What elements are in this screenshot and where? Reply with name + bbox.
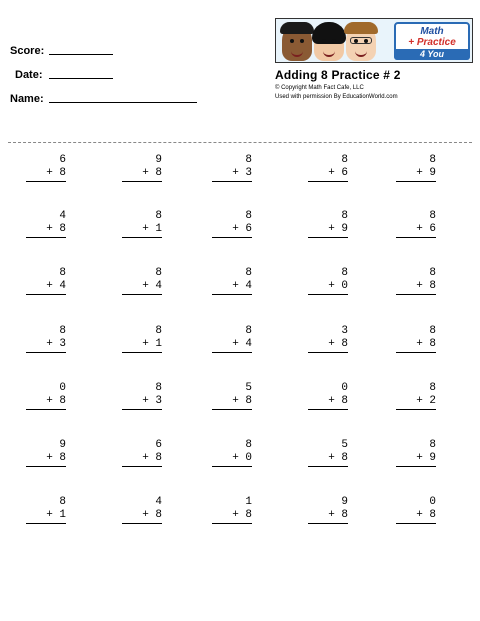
problem-bottom-number: + 8	[396, 280, 436, 295]
problem-bottom-number: + 8	[308, 509, 348, 524]
addition-problem	[122, 496, 162, 524]
problem-bottom-number: + 8	[212, 509, 252, 524]
problem-bottom-number: + 8	[26, 223, 66, 238]
problem-top-number: 0	[341, 382, 348, 394]
problem-top-number: 8	[429, 154, 436, 166]
addition-problem	[308, 496, 348, 524]
problem-top-number: 8	[155, 210, 162, 222]
logo-line1: Math	[420, 26, 444, 37]
problem-bottom-number: + 8	[122, 452, 162, 467]
problem-bottom-number: + 8	[26, 395, 66, 410]
problem-top-number: 9	[341, 496, 348, 508]
addition-problem	[308, 154, 348, 182]
problem-top-number: 8	[59, 267, 66, 279]
problem-bottom-number: + 6	[308, 167, 348, 182]
addition-problem	[396, 210, 436, 238]
addition-problem	[396, 439, 436, 467]
problem-bottom-number: + 1	[122, 223, 162, 238]
logo-line3: 4 You	[394, 49, 470, 60]
problem-top-number: 8	[429, 325, 436, 337]
addition-problem	[212, 210, 252, 238]
problem-top-number: 6	[155, 439, 162, 451]
math-practice-logo	[275, 18, 473, 63]
addition-problem	[26, 439, 66, 467]
problem-top-number: 8	[155, 382, 162, 394]
problem-bottom-number: + 8	[122, 167, 162, 182]
logo-badge	[394, 22, 470, 60]
problem-top-number: 8	[429, 267, 436, 279]
problem-bottom-number: + 8	[308, 395, 348, 410]
problem-bottom-number: + 4	[122, 280, 162, 295]
problem-bottom-number: + 4	[212, 280, 252, 295]
score-label: Score:	[10, 45, 45, 57]
addition-problem	[212, 325, 252, 353]
problem-top-number: 8	[245, 154, 252, 166]
problem-top-number: 8	[341, 267, 348, 279]
girl-face-icon	[314, 25, 344, 61]
problem-top-number: 8	[341, 210, 348, 222]
addition-problem	[212, 267, 252, 295]
addition-problem	[122, 210, 162, 238]
addition-problem	[308, 439, 348, 467]
addition-problem	[26, 267, 66, 295]
header-divider	[8, 142, 472, 143]
addition-problem	[396, 325, 436, 353]
boy-face-icon	[282, 25, 312, 61]
problem-top-number: 4	[59, 210, 66, 222]
problem-bottom-number: + 9	[308, 223, 348, 238]
boy-glasses-face-icon	[346, 25, 376, 61]
problem-bottom-number: + 9	[396, 452, 436, 467]
addition-problem	[212, 382, 252, 410]
problem-bottom-number: + 0	[212, 452, 252, 467]
problem-top-number: 8	[429, 439, 436, 451]
problem-bottom-number: + 8	[26, 452, 66, 467]
problem-top-number: 8	[59, 496, 66, 508]
problem-top-number: 8	[429, 382, 436, 394]
addition-problem	[26, 496, 66, 524]
addition-problem	[396, 496, 436, 524]
problem-top-number: 0	[59, 382, 66, 394]
problem-top-number: 5	[341, 439, 348, 451]
problem-bottom-number: + 8	[396, 338, 436, 353]
permission-text: Used with permission By EducationWorld.com	[275, 94, 398, 100]
problem-bottom-number: + 8	[26, 167, 66, 182]
name-label: Name:	[10, 93, 44, 105]
addition-problem	[122, 439, 162, 467]
logo-line2: + Practice	[408, 37, 456, 48]
problem-bottom-number: + 2	[396, 395, 436, 410]
addition-problem	[26, 382, 66, 410]
problem-bottom-number: + 8	[308, 338, 348, 353]
addition-problem	[396, 267, 436, 295]
problem-top-number: 8	[155, 267, 162, 279]
addition-problem	[122, 382, 162, 410]
problem-top-number: 8	[155, 325, 162, 337]
problem-bottom-number: + 4	[26, 280, 66, 295]
problem-bottom-number: + 8	[212, 395, 252, 410]
problem-top-number: 5	[245, 382, 252, 394]
problem-bottom-number: + 8	[122, 509, 162, 524]
problem-bottom-number: + 6	[212, 223, 252, 238]
problem-bottom-number: + 4	[212, 338, 252, 353]
addition-problem	[308, 382, 348, 410]
problem-top-number: 6	[59, 154, 66, 166]
problem-bottom-number: + 3	[26, 338, 66, 353]
addition-problem	[396, 382, 436, 410]
addition-problem	[308, 210, 348, 238]
problem-bottom-number: + 1	[122, 338, 162, 353]
addition-problem	[122, 154, 162, 182]
problem-top-number: 8	[59, 325, 66, 337]
addition-problem	[212, 496, 252, 524]
addition-problem	[212, 439, 252, 467]
addition-problem	[396, 154, 436, 182]
problem-bottom-number: + 3	[212, 167, 252, 182]
problem-bottom-number: + 8	[308, 452, 348, 467]
addition-problem	[308, 325, 348, 353]
problem-top-number: 8	[341, 154, 348, 166]
page-title: Adding 8 Practice # 2	[275, 68, 401, 82]
problem-top-number: 4	[155, 496, 162, 508]
addition-problem	[122, 325, 162, 353]
addition-problem	[212, 154, 252, 182]
addition-problem	[26, 325, 66, 353]
problem-top-number: 9	[59, 439, 66, 451]
problem-top-number: 8	[245, 210, 252, 222]
problem-top-number: 9	[155, 154, 162, 166]
problem-bottom-number: + 1	[26, 509, 66, 524]
copyright-text: © Copyright Math Fact Cafe, LLC	[275, 85, 364, 91]
addition-problem	[26, 210, 66, 238]
problem-top-number: 0	[429, 496, 436, 508]
addition-problem	[308, 267, 348, 295]
date-label: Date:	[15, 69, 43, 81]
problem-bottom-number: + 0	[308, 280, 348, 295]
problem-bottom-number: + 9	[396, 167, 436, 182]
problem-top-number: 8	[245, 267, 252, 279]
problem-top-number: 8	[245, 325, 252, 337]
problem-bottom-number: + 3	[122, 395, 162, 410]
addition-problem	[26, 154, 66, 182]
problem-bottom-number: + 6	[396, 223, 436, 238]
problem-top-number: 3	[341, 325, 348, 337]
problem-top-number: 8	[245, 439, 252, 451]
problem-bottom-number: + 8	[396, 509, 436, 524]
problem-top-number: 1	[245, 496, 252, 508]
addition-problem	[122, 267, 162, 295]
problem-top-number: 8	[429, 210, 436, 222]
